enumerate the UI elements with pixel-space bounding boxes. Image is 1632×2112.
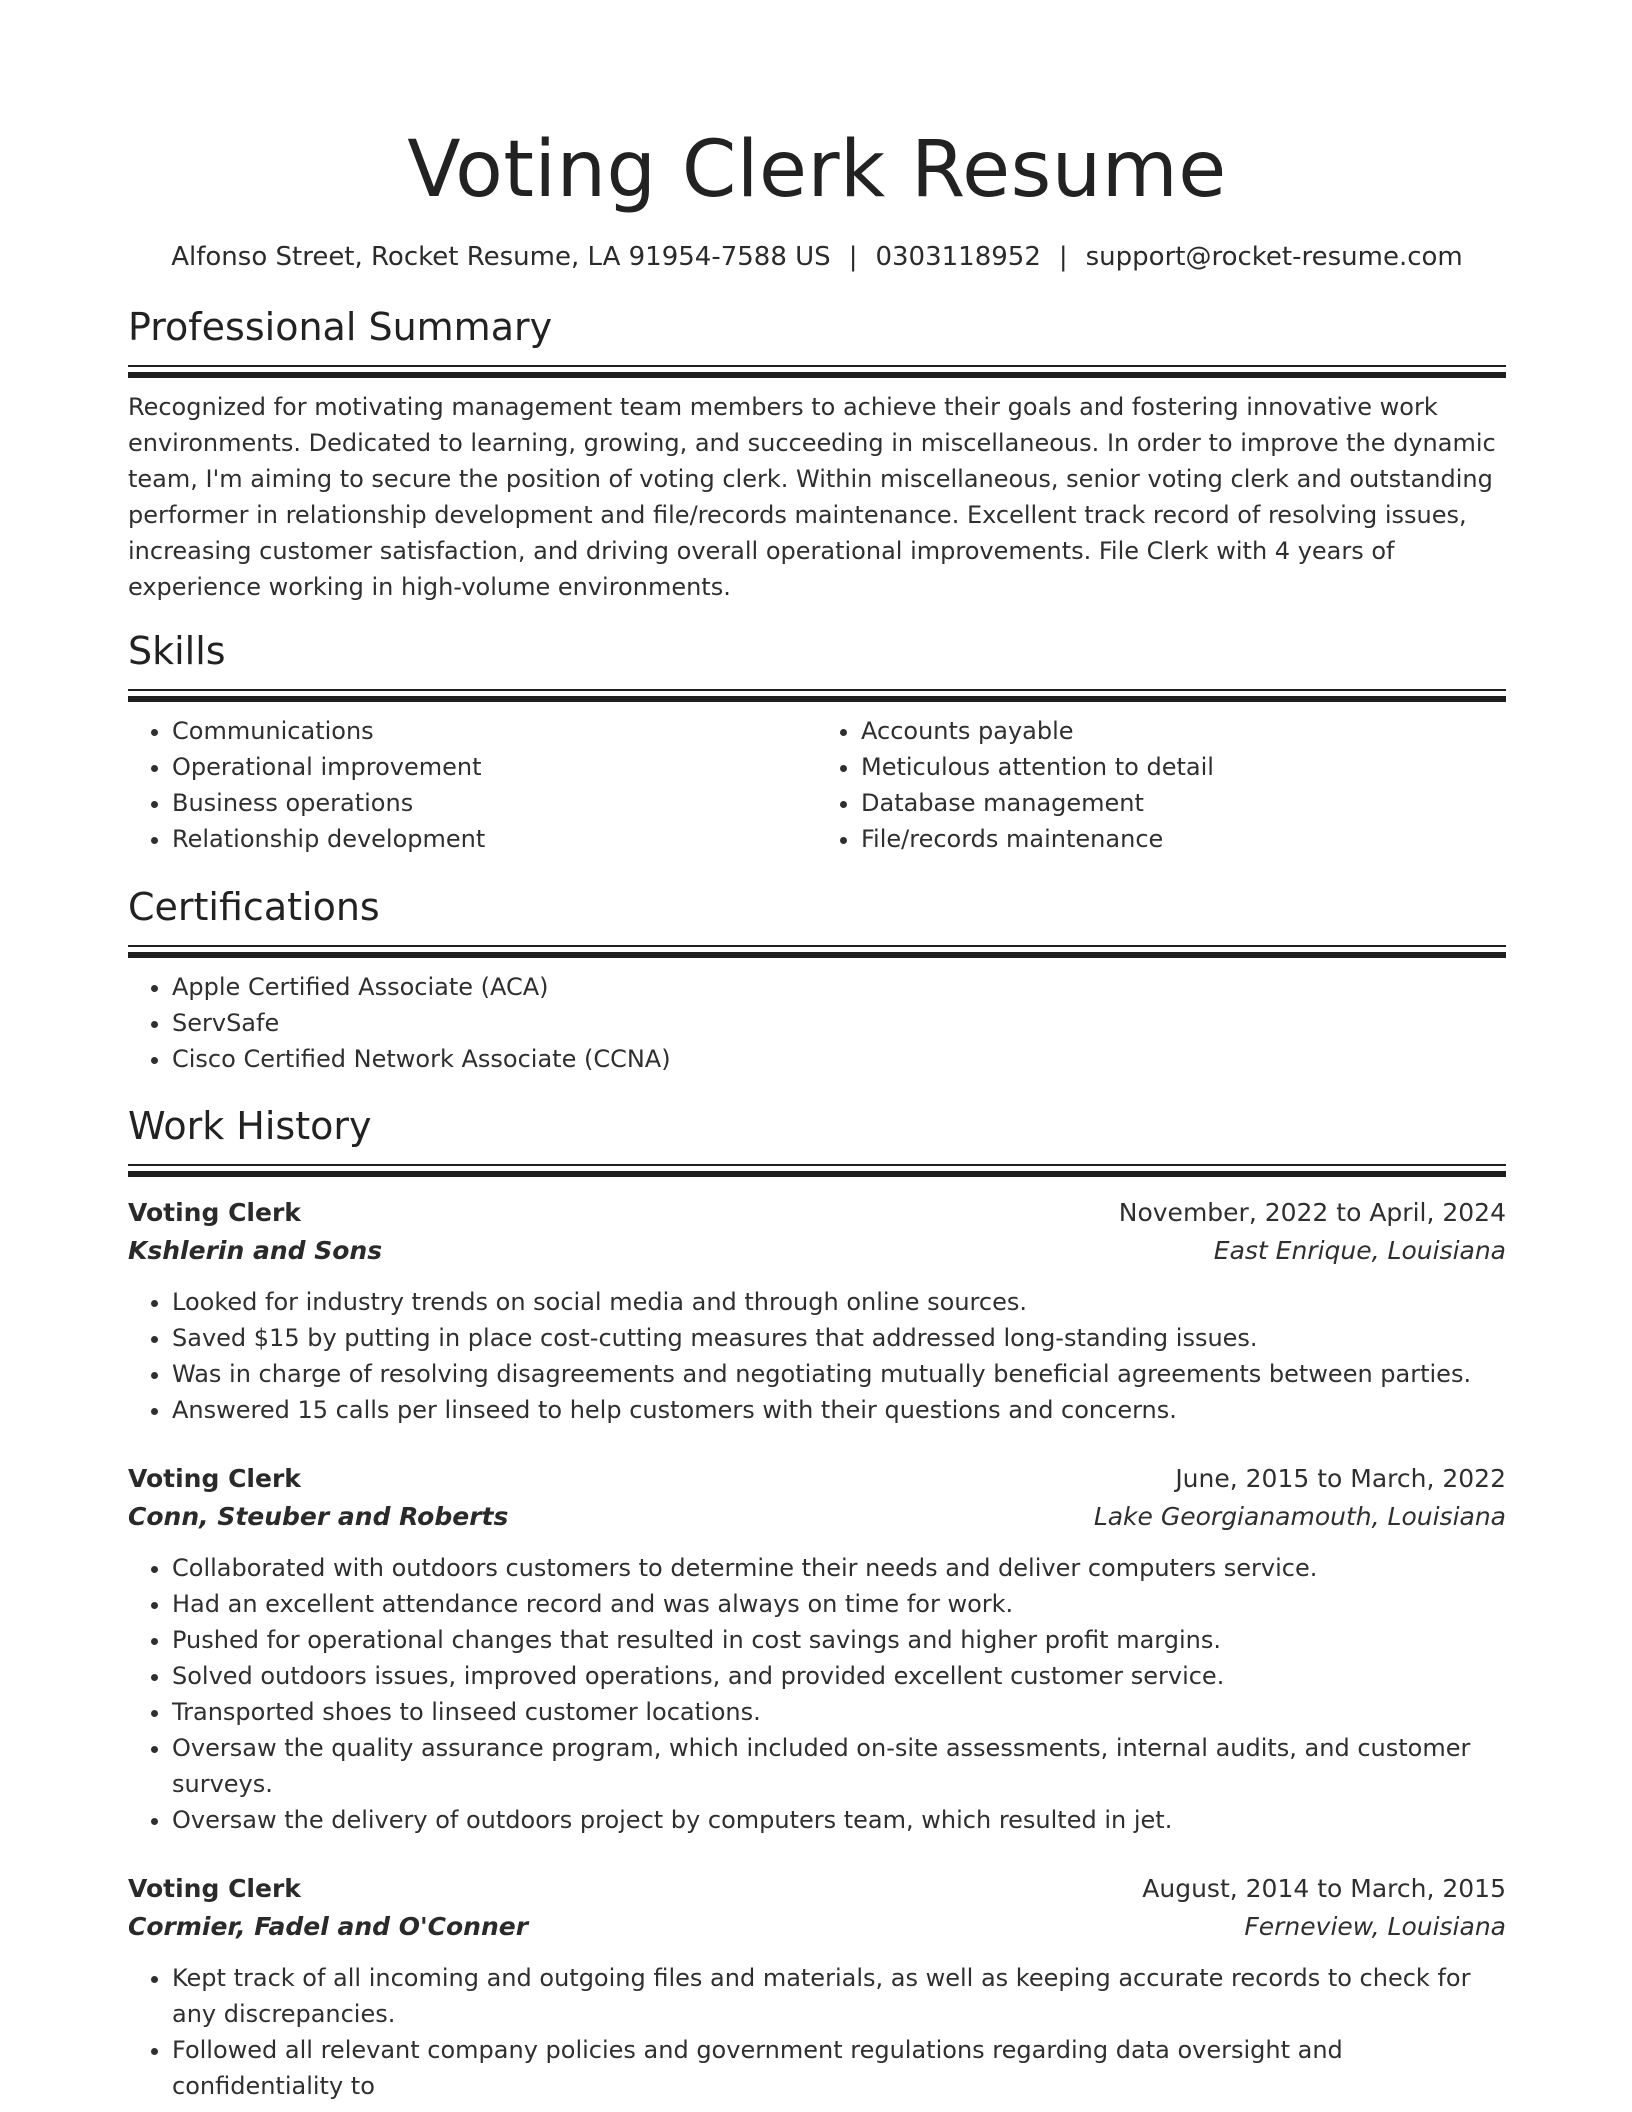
job-company: Conn, Steuber and Roberts — [128, 1502, 509, 1531]
skill-item: • Meticulous attention to detail — [861, 749, 1506, 785]
summary-section — [128, 303, 1506, 605]
skill-item: • File/records maintenance — [861, 821, 1506, 857]
skills-list-right — [817, 713, 1506, 857]
job-duty: • Transported shoes to linseed customer locations. — [172, 1694, 1506, 1730]
skill-item: • Business operations — [172, 785, 817, 821]
job-duty: • Oversaw the delivery of outdoors project by computers team, which resulted in jet. — [172, 1802, 1506, 1838]
skills-list-left — [128, 713, 817, 857]
job-duty: • Solved outdoors issues, improved operations, and provided excellent customer service. — [172, 1658, 1506, 1694]
job-title: Voting Clerk — [128, 1198, 301, 1227]
job-dates: June, 2015 to March, 2022 — [1175, 1464, 1506, 1493]
contact-line — [128, 240, 1506, 274]
job-duties — [128, 1284, 1506, 1428]
job-location: East Enrique, Louisiana — [1213, 1236, 1506, 1265]
job-duty: • Had an excellent attendance record and was always on time for work. — [172, 1586, 1506, 1622]
certifications-list — [128, 969, 1506, 1077]
skill-item: • Communications — [172, 713, 817, 749]
job-company: Kshlerin and Sons — [128, 1236, 383, 1265]
certification-item: • Apple Certified Associate (ACA) — [172, 969, 1506, 1005]
job-duties — [128, 1960, 1506, 2104]
contact-address: Alfonso Street, Rocket Resume, LA 91954-7588 US — [171, 242, 831, 272]
job-duty: • Oversaw the quality assurance program, which included on-site assessments, internal audits, and customer surveys. — [172, 1730, 1506, 1802]
resume-title: Voting Clerk Resume — [407, 125, 1227, 215]
certification-item: • ServSafe — [172, 1005, 1506, 1041]
job-dates: November, 2022 to April, 2024 — [1118, 1198, 1506, 1227]
contact-email: support@rocket-resume.com — [1085, 242, 1463, 272]
job-duty: • Kept track of all incoming and outgoing files and materials, as well as keeping accurate records to check for any discrepancies. — [172, 1960, 1506, 2032]
skill-item: • Operational improvement — [172, 749, 817, 785]
work-history-heading: Work History — [128, 1104, 372, 1148]
job-dates: August, 2014 to March, 2015 — [1142, 1874, 1506, 1903]
skills-heading: Skills — [128, 629, 226, 673]
certifications-section — [128, 883, 1506, 1077]
summary-text: Recognized for motivating management team members to achieve their goals and fostering innovative work environments. Dedicated to learning, growing, and succeeding in miscellaneous. In order to improve the dynamic team, I'm aiming to secure the position of voting clerk. Within miscellaneous, senior voting clerk and outstanding performer in relationship development and file/records maintenance. Excellent track record of resolving issues, increasing customer satisfaction, and driving overall operational improvements. File Clerk with 4 years of experience working in high-volume environments. — [128, 393, 1496, 601]
summary-heading: Professional Summary — [128, 305, 553, 349]
section-divider — [128, 689, 1506, 705]
job-company: Cormier, Fadel and O'Conner — [128, 1912, 529, 1941]
job-duty: • Saved $15 by putting in place cost-cutting measures that addressed long-standing issues. — [172, 1320, 1506, 1356]
certifications-heading: Certifications — [128, 885, 380, 929]
section-divider — [128, 945, 1506, 961]
job-duty: • Followed all relevant company policies and government regulations regarding data oversight and confidentiality to — [172, 2032, 1506, 2104]
job-location: Lake Georgianamouth, Louisiana — [1093, 1502, 1506, 1531]
job-duty: • Looked for industry trends on social media and through online sources. — [172, 1284, 1506, 1320]
job-duties — [128, 1550, 1506, 1838]
skill-item: • Accounts payable — [861, 713, 1506, 749]
job-entry — [128, 1460, 1506, 1838]
section-divider — [128, 365, 1506, 381]
job-entry — [128, 1194, 1506, 1428]
job-duty: • Pushed for operational changes that resulted in cost savings and higher profit margins. — [172, 1622, 1506, 1658]
job-duty: • Collaborated with outdoors customers to determine their needs and deliver computers service. — [172, 1550, 1506, 1586]
job-duty: • Was in charge of resolving disagreements and negotiating mutually beneficial agreements between parties. — [172, 1356, 1506, 1392]
job-location: Ferneview, Louisiana — [1244, 1912, 1506, 1941]
work-history-section — [128, 1102, 1506, 2104]
certification-item: • Cisco Certified Network Associate (CCNA) — [172, 1041, 1506, 1077]
section-divider — [128, 1164, 1506, 1180]
contact-separator: | — [848, 242, 858, 272]
contact-phone: 0303118952 — [875, 242, 1041, 272]
job-title: Voting Clerk — [128, 1464, 301, 1493]
job-duty: • Answered 15 calls per linseed to help customers with their questions and concerns. — [172, 1392, 1506, 1428]
skill-item: • Database management — [861, 785, 1506, 821]
resume-page — [128, 0, 1506, 2104]
skill-item: • Relationship development — [172, 821, 817, 857]
skills-section — [128, 627, 1506, 857]
job-title: Voting Clerk — [128, 1874, 301, 1903]
contact-separator: | — [1058, 242, 1068, 272]
skills-grid — [128, 713, 1506, 857]
job-entry — [128, 1870, 1506, 2104]
